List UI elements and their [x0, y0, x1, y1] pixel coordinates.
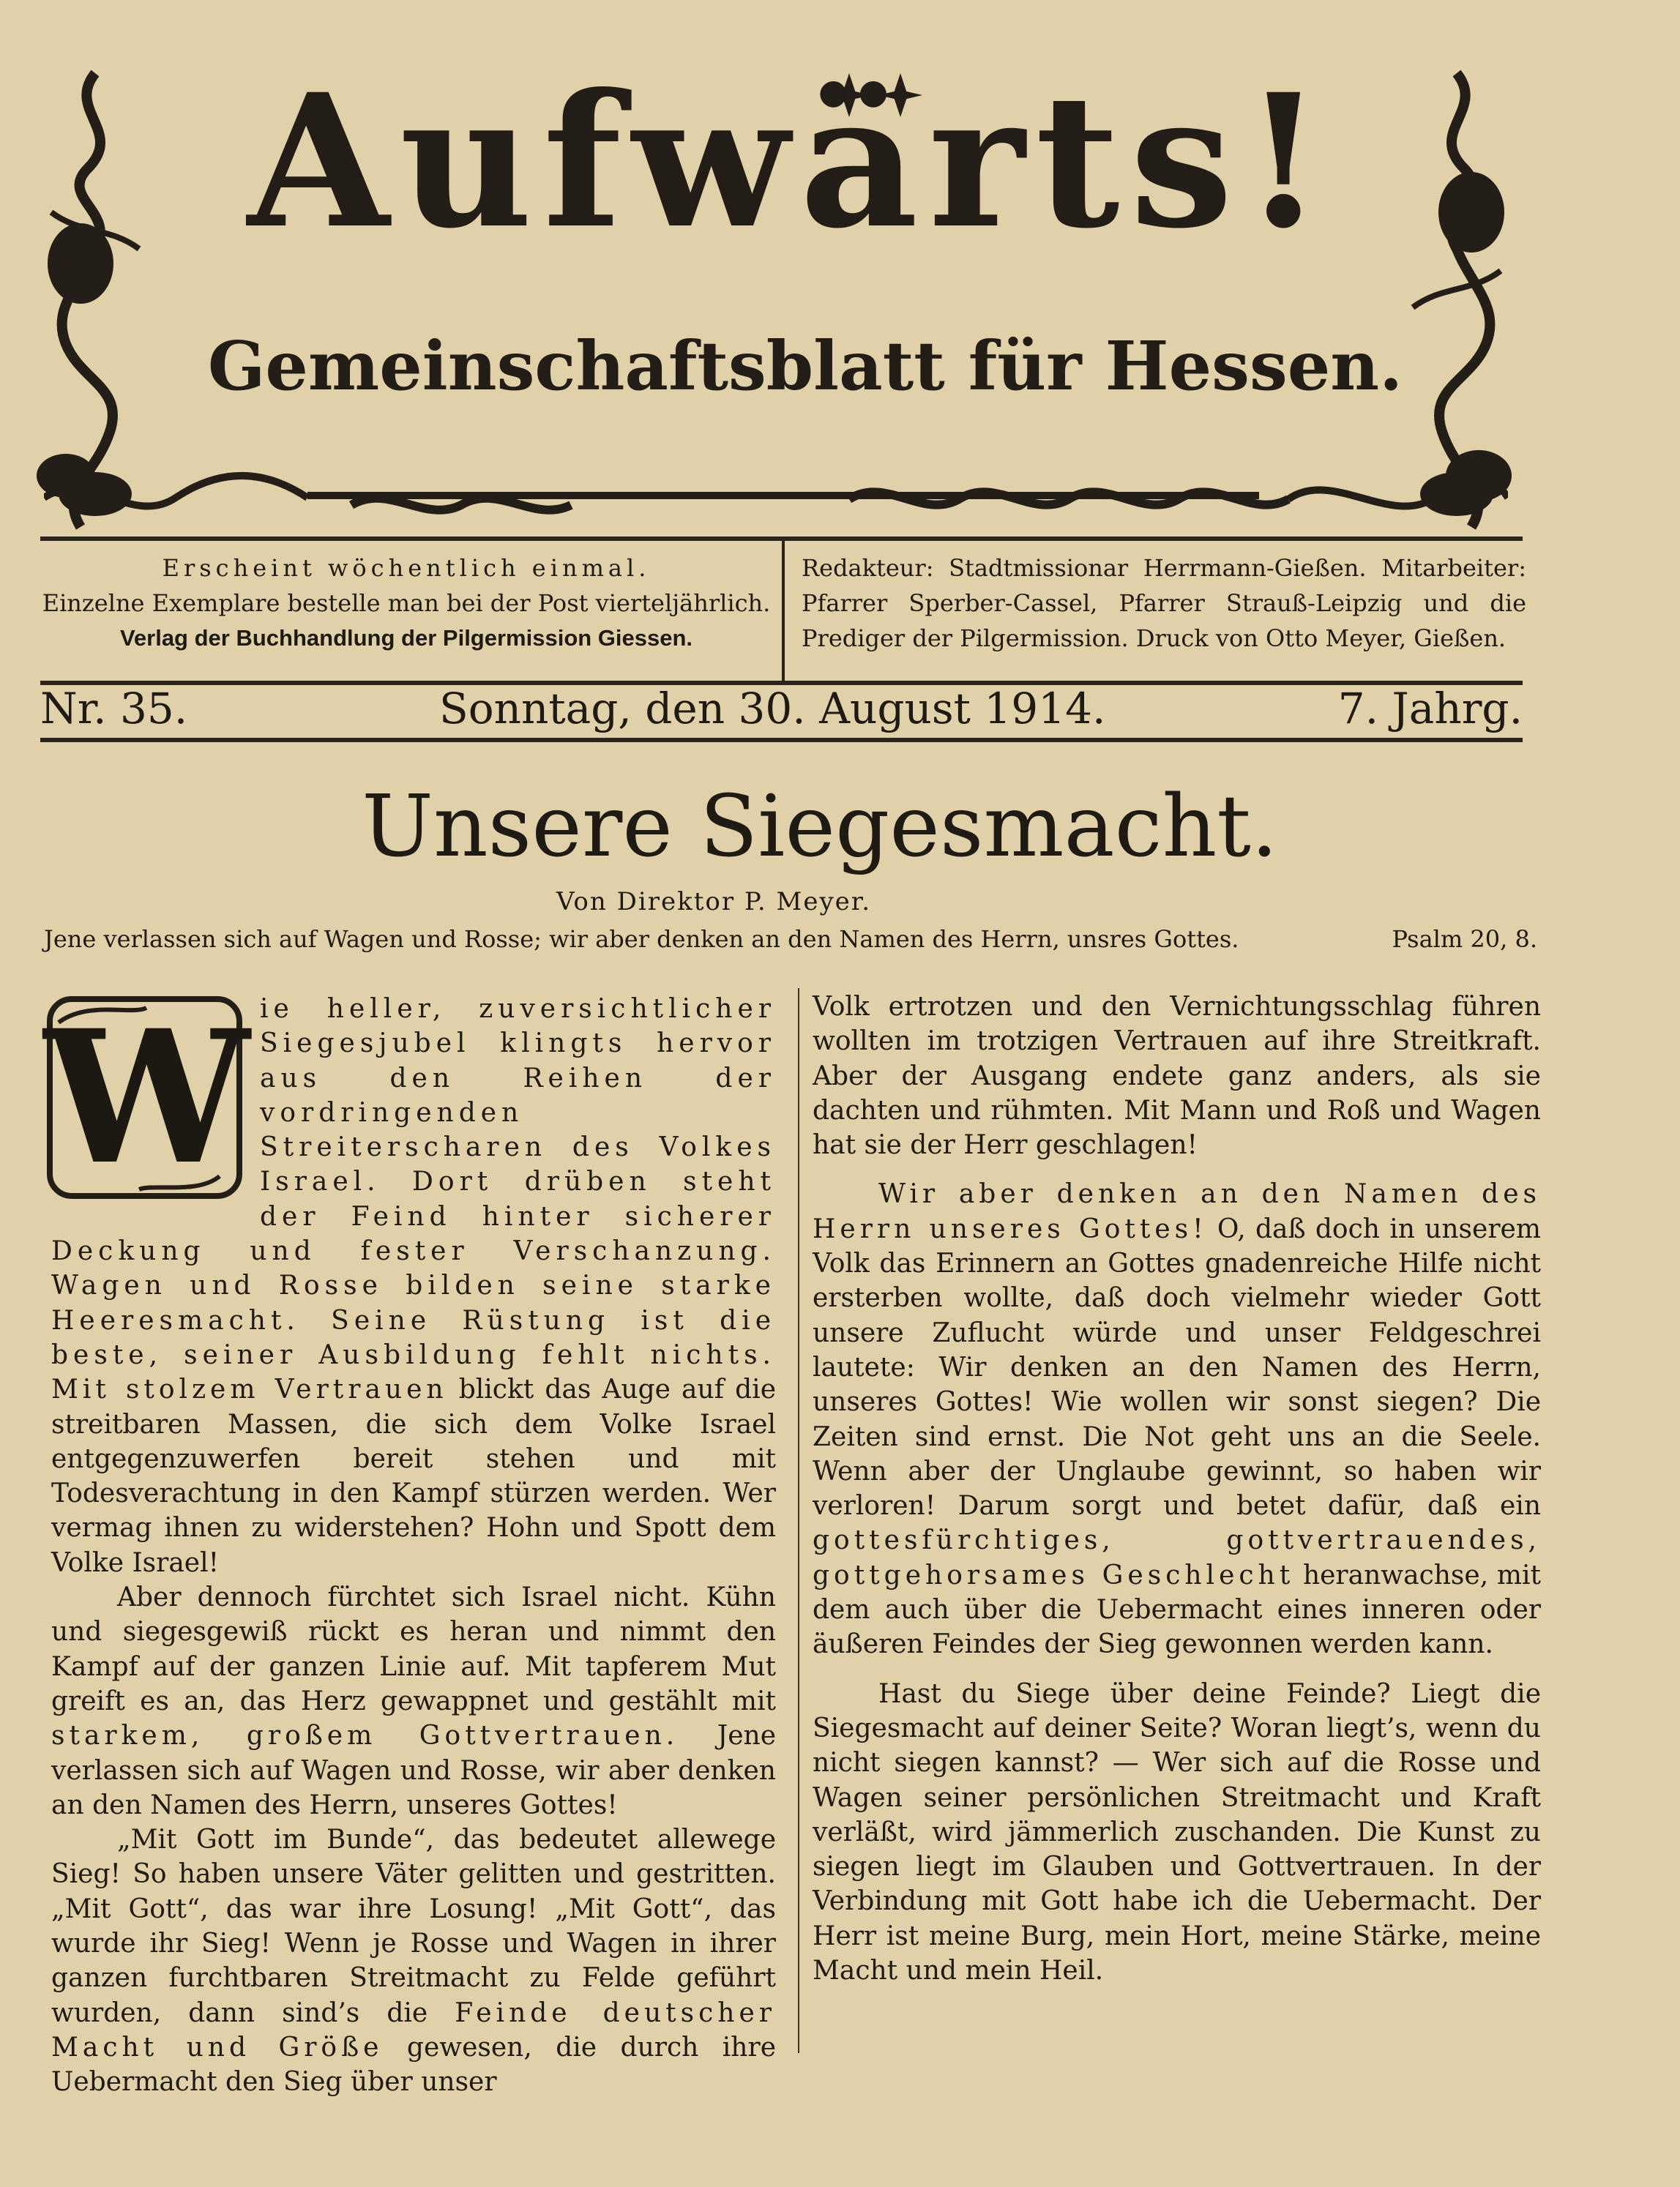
issue-volume: 7. Jahrg.: [1337, 684, 1523, 733]
article-emphasis: Wir aber denken an den Namen des Herrn unseres Gottes!: [813, 1179, 1541, 1244]
epigraph-reference: Psalm 20, 8.: [1392, 925, 1537, 953]
publisher-note: Verlag der Buchhandlung der Pilgermission Giessen.: [119, 625, 693, 651]
article-byline: Von Direktor P. Meyer.: [556, 887, 872, 916]
article-paragraph-2: Aber dennoch fürchtet sich Israel nicht. Kühn und siegesgewiß rückt es heran und nimmt den Kampf auf der ganzen Linie auf. Mit tapferem Mut greift es an, das Herz gewappnet und gestählt mit: [51, 1582, 776, 1716]
article-emphasis: Feinde deutscher Macht und Größe: [51, 1997, 776, 2063]
rule-bottom: [40, 738, 1523, 742]
article-paragraph-3: „Mit Gott im Bunde“, das bedeutet allewege Sieg! So haben unsere Väter gelitten und gestritten. „Mit Gott“, das war ihre Losung! „Mit Gott“, das wurde ihr Sieg! Wenn je Rosse und Wagen in ihrer ganzen furchtbaren Streitmacht zu Felde geführt wurden, dann sind’s die: [51, 1825, 776, 2028]
article-paragraph-6: Hast du Siege über deine Feinde? Liegt die Siegesmacht auf deiner Seite? Woran liegt’s, wenn du nicht siegen kannst? — Wer sich auf die Rosse und Wagen seiner persönlichen Streitmacht und Kraft verläßt, wird jämmerlich zuschanden. Die Kunst zu siegen liegt im Glauben und Gottvertrauen. In der Verbindung mit Gott habe ich die Uebermacht. Der Herr ist meine Burg, mein Hort, meine Stärke, meine Macht und mein Heil.: [813, 1678, 1541, 1986]
article-paragraph-1-cont: blickt das Auge auf die streitbaren Massen, die sich dem Volke Israel entgegenzuwerfen bereit stehen und mit Todesverachtung in den Kampf stürzen werden. Wer vermag ihnen zu widerstehen? Hohn und Spott dem Volke Israel!: [51, 1375, 776, 1578]
decorative-border: [44, 454, 1508, 527]
dropcap-letter: W: [44, 990, 250, 1205]
issue-number: Nr. 35.: [40, 684, 188, 733]
article-paragraph-4: Volk ertrotzen und den Vernichtungsschlag führen wollten im trotzigen Vertrauen auf ihre Streitkraft. Aber der Ausgang endete ganz anders, als sie dachten und rühmten. Mit Mann und Roß und Wagen hat sie der Herr geschlagen!: [813, 992, 1541, 1161]
article-headline: Unsere Siegesmacht.: [362, 777, 1278, 876]
article-paragraph-2-cont: Jene verlassen sich auf Wagen und Rosse, wir aber denken an den Namen des Herrn, unseres Gottes!: [51, 1721, 777, 1820]
dropcap-initial: [44, 990, 250, 1205]
info-divider: [782, 537, 785, 681]
article-paragraph-5: O, daß doch in unserem Volk das Erinnern an Gottes gnadenreiche Hilfe nicht ersterben wollte, daß doch vielmehr wieder Gott unsere Zuflucht würde und unser Feldgeschrei lautete: Wir denken an den Namen des Herrn, unseres Gottes! Wie wollen wir sonst siegen? Die Zeiten sind ernst. Die Not geht uns an die Seele. Wenn aber der Unglaube gewinnt, so haben wir verloren! Darum sorgt und betet dafür, daß ein: [813, 1214, 1541, 1522]
article-emphasis: Mit stolzem Vertrauen: [51, 1375, 448, 1405]
editorial-info: [802, 550, 1526, 656]
article-column-left: [44, 990, 777, 2100]
subscription-note: Einzelne Exemplare bestelle man bei der Post vierteljährlich.: [42, 589, 771, 617]
article-paragraph-1: ie heller, zuversichtlicher Siegesjubel klingts hervor aus den Reihen der vordringenden Streiterscharen des Volkes Israel. Dort drüben steht der Feind hinter sicherer Deckung und fester Verschanzung. Wagen und Rosse bilden seine starke Heeresmacht. Seine Rüstung ist die beste, seiner Ausbildung fehlt nichts.: [51, 994, 776, 1370]
dateline: [40, 679, 1523, 738]
column-divider: [798, 988, 799, 2053]
publication-info: [37, 550, 776, 656]
newspaper-subtitle: Gemeinschaftsblatt für Hessen.: [207, 326, 1403, 405]
article-emphasis: starkem, großem Gottvertrauen.: [51, 1721, 679, 1752]
epigraph-text: Jene verlassen sich auf Wagen und Rosse; wir aber denken an den Namen des Herrn, unsres Gottes.: [44, 925, 1239, 953]
editor-credits: Redakteur: Stadtmissionar Herrmann-Gießen. Mitarbeiter: Pfarrer Sperber-Cassel, Pfarrer Strauß-Leipzig und die Prediger der Pilgermission. Druck von Otto Meyer, Gießen.: [802, 554, 1526, 652]
article-paragraph-5-cont: heranwachse, mit dem auch über die Uebermacht eines inneren oder äußeren Feindes der Sieg gewonnen werden kann.: [813, 1560, 1541, 1660]
frequency-note: Erscheint wöchentlich einmal.: [162, 554, 651, 582]
issue-date: Sonntag, den 30. August 1914.: [439, 684, 1106, 733]
article-paragraph-3-cont: gewesen, die durch ihre Uebermacht den Sieg über unser: [51, 2032, 776, 2098]
article-epigraph: [44, 922, 1537, 956]
article-emphasis: gottesfürchtiges, gottvertrauendes, gottgehorsames Geschlecht: [813, 1525, 1541, 1590]
article-column-right: [813, 990, 1541, 1988]
newspaper-title: Aufwärts!: [247, 53, 1334, 269]
